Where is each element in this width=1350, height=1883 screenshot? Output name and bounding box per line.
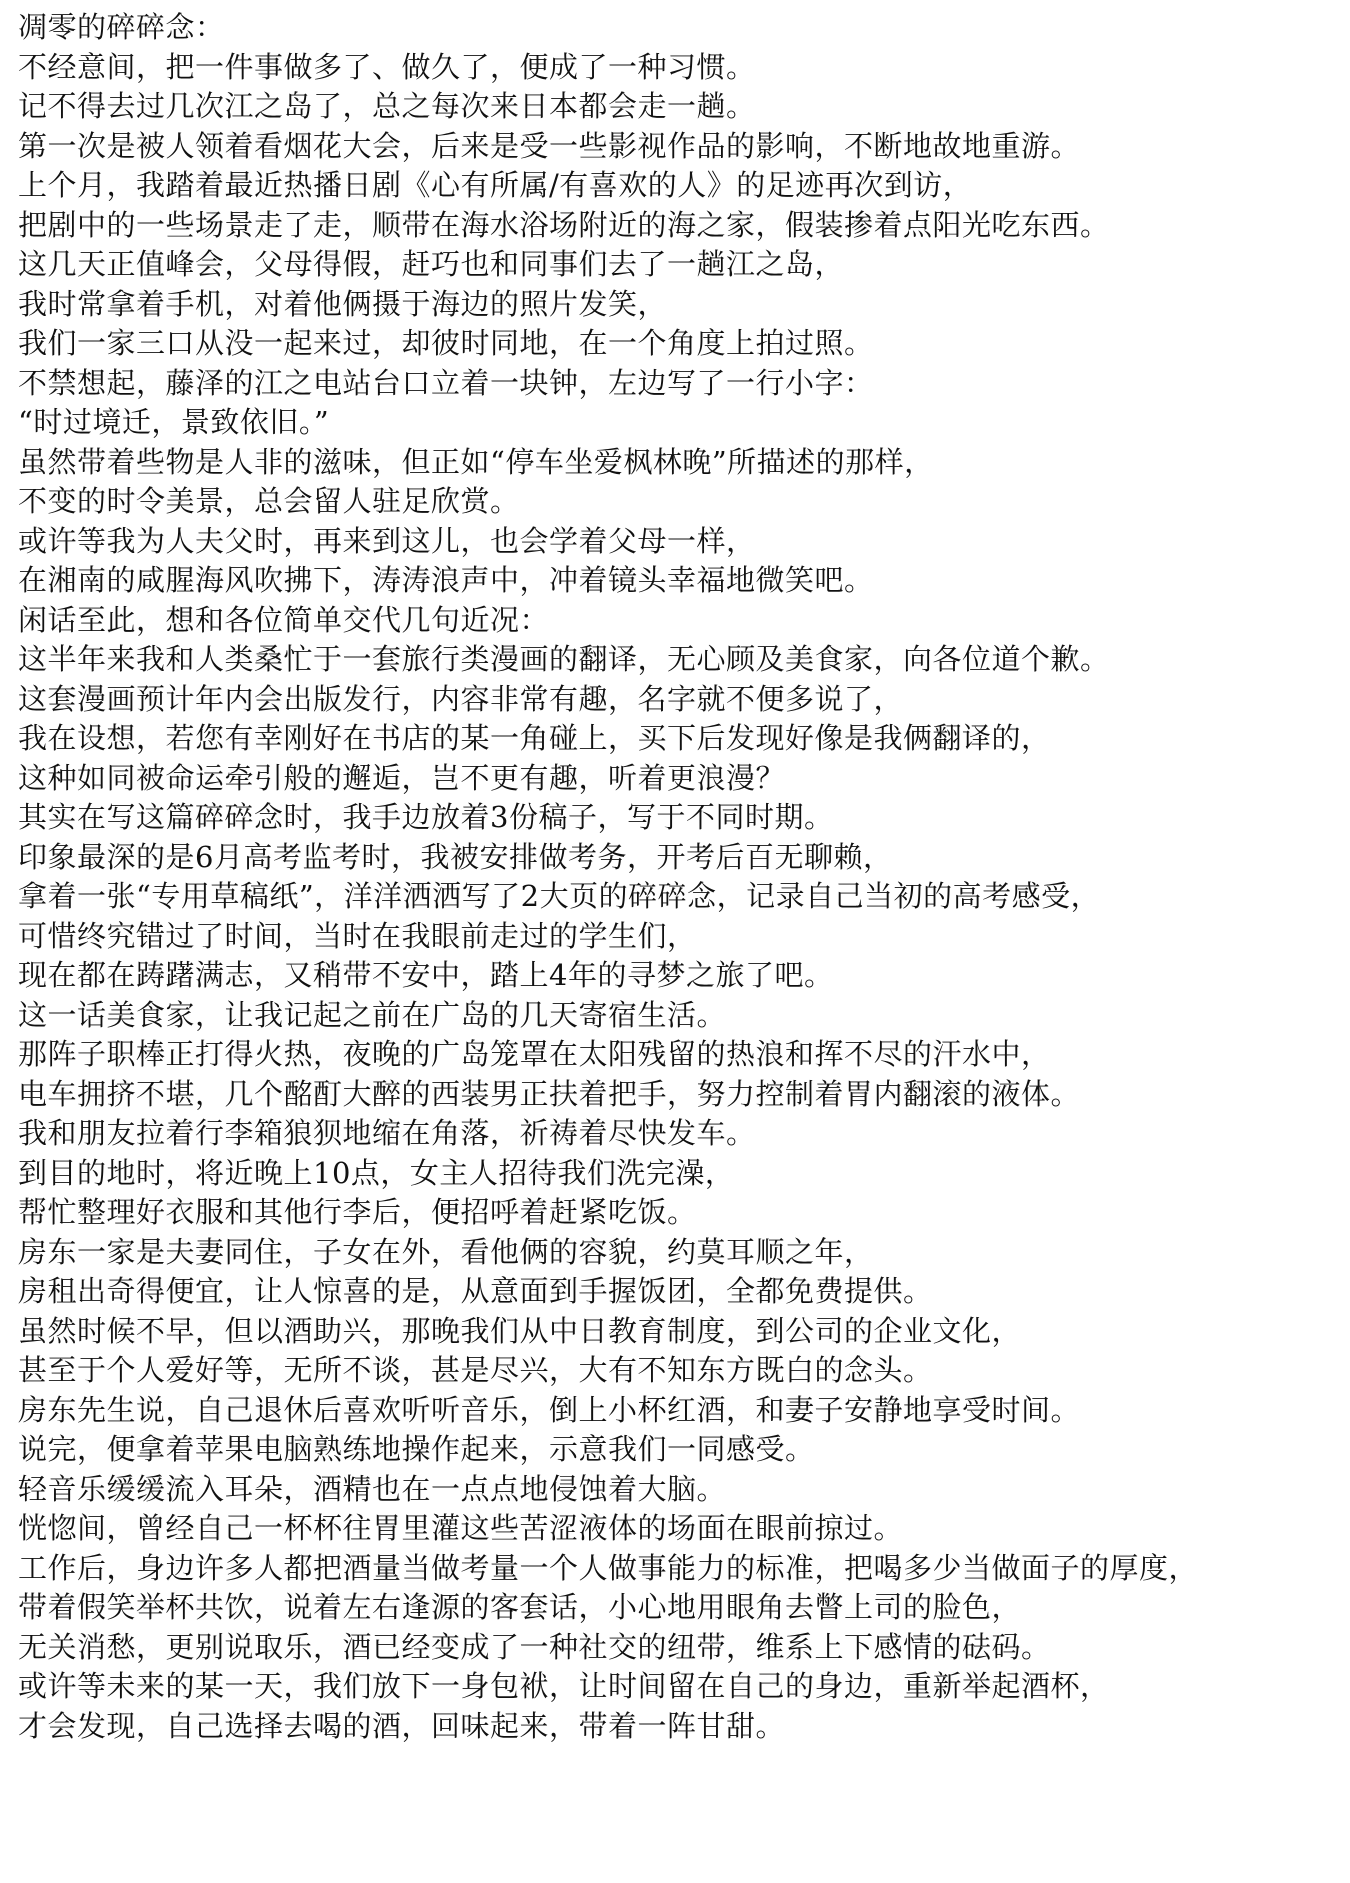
text-line: 我时常拿着手机，对着他俩摄于海边的照片发笑，: [18, 286, 668, 321]
text-line: 闲话至此，想和各位简单交代几句近况：: [18, 602, 550, 637]
text-line: 把剧中的一些场景走了走，顺带在海水浴场附近的海之家，假装掺着点阳光吃东西。: [18, 207, 1110, 242]
text-line: 这半年来我和人类桑忙于一套旅行类漫画的翻译，无心顾及美食家，向各位道个歉。: [18, 642, 1110, 676]
text-line: 不变的时令美景，总会留人驻足欣赏。: [18, 484, 520, 518]
text-line: 这几天正值峰会，父母得假，赶巧也和同事们去了一趟江之岛，: [18, 247, 845, 281]
text-line: 这种如同被命运牵引般的邂逅，岂不更有趣，听着更浪漫？: [18, 760, 786, 795]
text-line: 虽然带着些物是人非的滋味，但正如“停车坐爱枫林晚”所描述的那样，: [18, 444, 934, 479]
quote-line: “时过境迁，景致依旧。”: [18, 405, 330, 439]
text-line: 或许等未来的某一天，我们放下一身包袱，让时间留在自己的身边，重新举起酒杯，: [18, 1669, 1110, 1703]
text-line: 现在都在踌躇满志，又稍带不安中，踏上4年的寻梦之旅了吧。: [18, 958, 834, 992]
text-line: 才会发现，自己选择去喝的酒，回味起来，带着一阵甘甜。: [18, 1708, 786, 1743]
document-title: 凋零的碎碎念：: [18, 10, 225, 44]
text-line: 带着假笑举杯共饮，说着左右逢源的客套话，小心地用眼角去瞥上司的脸色，: [18, 1590, 1022, 1624]
text-line: 帮忙整理好衣服和其他行李后，便招呼着赶紧吃饭。: [18, 1195, 697, 1229]
text-line: 我在设想，若您有幸刚好在书店的某一角碰上，买下后发现好像是我俩翻译的，: [18, 721, 1051, 755]
text-line: 虽然时候不早，但以酒助兴，那晚我们从中日教育制度，到公司的企业文化，: [18, 1313, 1022, 1348]
text-line: 无关消愁，更别说取乐，酒已经变成了一种社交的纽带，维系上下感情的砝码。: [18, 1629, 1051, 1664]
text-line: 工作后，身边许多人都把酒量当做考量一个人做事能力的标准，把喝多少当做面子的厚度，: [18, 1550, 1199, 1585]
text-line: 恍惚间，曾经自己一杯杯往胃里灌这些苦涩液体的场面在眼前掠过。: [18, 1511, 904, 1545]
text-line: 到目的地时，将近晚上10点，女主人招待我们洗完澡，: [18, 1155, 735, 1190]
text-line: 第一次是被人领着看烟花大会，后来是受一些影视作品的影响，不断地故地重游。: [18, 128, 1081, 163]
text-line: 我和朋友拉着行李箱狼狈地缩在角落，祈祷着尽快发车。: [18, 1116, 756, 1150]
text-line: 这套漫画预计年内会出版发行，内容非常有趣，名字就不便多说了，: [18, 681, 904, 716]
text-line: 那阵子职棒正打得火热，夜晚的广岛笼罩在太阳残留的热浪和挥不尽的汗水中，: [18, 1037, 1051, 1071]
text-line: 我们一家三口从没一起来过，却彼时同地，在一个角度上拍过照。: [18, 326, 874, 360]
text-line: 甚至于个人爱好等，无所不谈，甚是尽兴，大有不知东方既白的念头。: [18, 1353, 933, 1387]
text-line: 这一话美食家，让我记起之前在广岛的几天寄宿生活。: [18, 997, 727, 1032]
text-line: 上个月，我踏着最近热播日剧《心有所属/有喜欢的人》的足迹再次到访，: [18, 168, 973, 202]
text-line: 房东先生说，自己退休后喜欢听听音乐，倒上小杯红酒，和妻子安静地享受时间。: [18, 1392, 1081, 1427]
text-line: 轻音乐缓缓流入耳朵，酒精也在一点点地侵蚀着大脑。: [18, 1471, 727, 1506]
text-line: 记不得去过几次江之岛了，总之每次来日本都会走一趟。: [18, 89, 756, 123]
text-line: 可惜终究错过了时间，当时在我眼前走过的学生们，: [18, 918, 697, 953]
text-line: 不经意间，把一件事做多了、做久了，便成了一种习惯。: [18, 49, 756, 84]
text-line: 在湘南的咸腥海风吹拂下，涛涛浪声中，冲着镜头幸福地微笑吧。: [18, 563, 874, 597]
text-line: 不禁想起，藤泽的江之电站台口立着一块钟，左边写了一行小字：: [18, 365, 874, 400]
text-line: 拿着一张“专用草稿纸”，洋洋洒洒写了2大页的碎碎念，记录自己当初的高考感受，: [18, 879, 1101, 913]
text-line: 其实在写这篇碎碎念时，我手边放着3份稿子，写于不同时期。: [18, 800, 834, 834]
text-line: 或许等我为人夫父时，再来到这儿，也会学着父母一样，: [18, 523, 756, 558]
text-line: 房租出奇得便宜，让人惊喜的是，从意面到手握饭团，全都免费提供。: [18, 1274, 933, 1308]
text-line: 电车拥挤不堪，几个酩酊大醉的西装男正扶着把手，努力控制着胃内翻滚的液体。: [18, 1076, 1081, 1111]
text-line: 房东一家是夫妻同住，子女在外，看他俩的容貌，约莫耳顺之年，: [18, 1234, 874, 1269]
text-line: 说完，便拿着苹果电脑熟练地操作起来，示意我们一同感受。: [18, 1432, 815, 1466]
text-line: 印象最深的是6月高考监考时，我被安排做考务，开考后百无聊赖，: [18, 839, 893, 874]
